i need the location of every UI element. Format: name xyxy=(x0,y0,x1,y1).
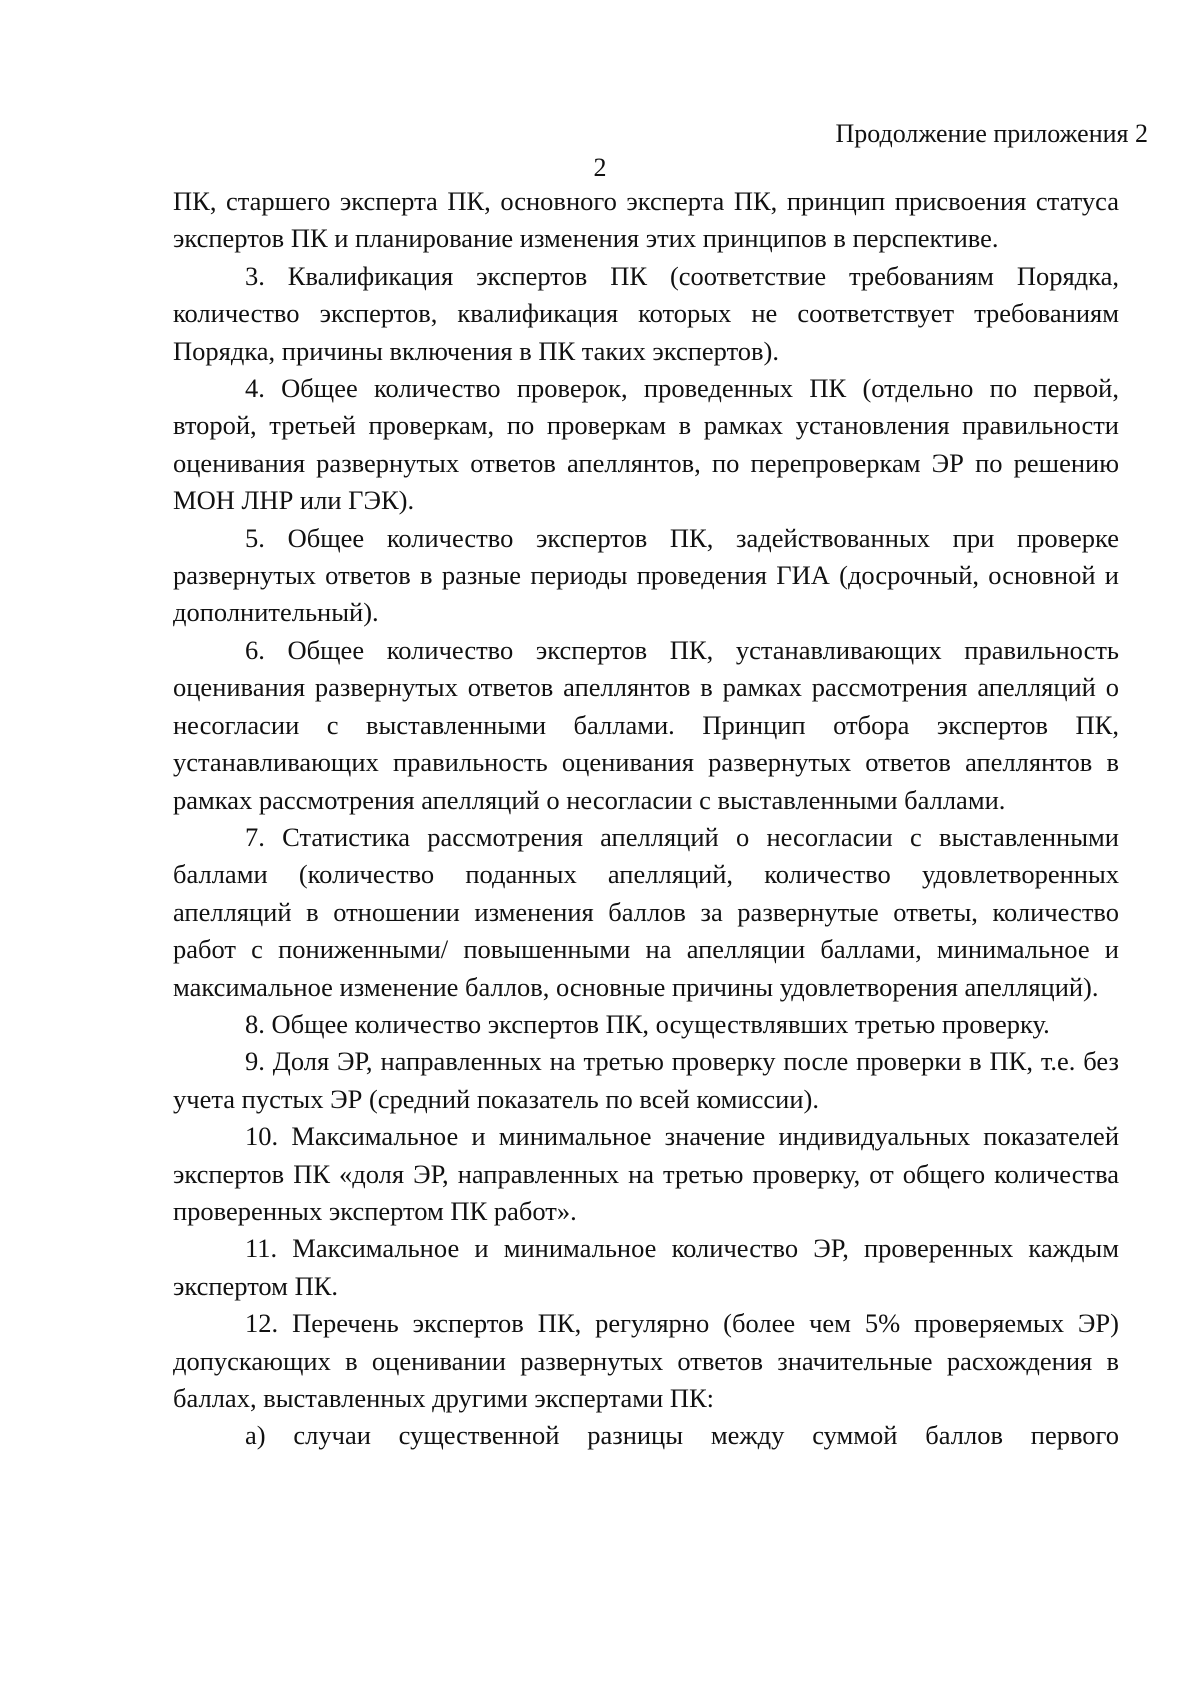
paragraph-item-8: 8. Общее количество экспертов ПК, осуществлявших третью проверку. xyxy=(245,1008,1050,1039)
paragraph-item-10: 10. Максимальное и минимальное значение индивидуальных показателей экспертов ПК «доля ЭР, направленных на третью проверку, от общего количества проверенных экспертом ПК работ». xyxy=(173,1121,1119,1226)
paragraph-item-3: 3. Квалификация экспертов ПК (соответствие требованиям Порядка, количество экспертов, квалификация которых не соответствует требованиям Порядка, причины включения в ПК таких экспертов). xyxy=(173,260,1119,366)
paragraph-item-11: 11. Максимальное и минимальное количество ЭР, проверенных каждым экспертом ПК. xyxy=(173,1233,1119,1301)
paragraph-item-12: 12. Перечень экспертов ПК, регулярно (более чем 5% проверяемых ЭР) допускающих в оценивании развернутых ответов значительные расхождения в баллах, выставленных другими экспертами ПК: xyxy=(173,1308,1119,1413)
paragraph-item-5: 5. Общее количество экспертов ПК, задействованных при проверке развернутых ответов в разные периоды проведения ГИА (досрочный, основной и дополнительный). xyxy=(173,522,1119,628)
paragraph-subitem-a: а) случаи существенной разницы между суммой баллов первого xyxy=(245,1420,1119,1451)
paragraph-item-9: 9. Доля ЭР, направленных на третью проверку после проверки в ПК, т.е. без учета пустых ЭР (средний показатель по всей комиссии). xyxy=(173,1046,1119,1114)
document-body xyxy=(173,183,1119,1455)
paragraph-item-4: 4. Общее количество проверок, проведенных ПК (отдельно по первой, второй, третьей проверкам, по проверкам в рамках установления правильности оценивания развернутых ответов апеллянтов, по перепроверкам ЭР по решению МОН ЛНР или ГЭК). xyxy=(173,373,1119,516)
page-number: 2 xyxy=(593,153,607,182)
paragraph-item-7: 7. Статистика рассмотрения апелляций о несогласии с выставленными баллами (количество поданных апелляций, количество удовлетворенных апелляций в отношении изменения баллов за развернутые ответы, количество работ с пониженными/ повышенными на апелляции баллами, минимальное и максимальное изменение баллов, основные причины удовлетворения апелляций). xyxy=(173,821,1119,1002)
paragraph-continuation: ПК, старшего эксперта ПК, основного эксперта ПК, принцип присвоения статуса экспертов ПК и планирование изменения этих принципов в перспективе. xyxy=(173,186,1119,254)
paragraph-item-6: 6. Общее количество экспертов ПК, устанавливающих правильность оценивания развернутых ответов апеллянтов в рамках рассмотрения апелляций о несогласии с выставленными баллами. Принцип отбора экспертов ПК, устанавливающих правильность оценивания развернутых ответов апеллянтов в рамках рассмотрения апелляций о несогласии с выставленными баллами. xyxy=(173,634,1119,815)
appendix-continuation-note: Продолжение приложения 2 xyxy=(835,119,1148,148)
